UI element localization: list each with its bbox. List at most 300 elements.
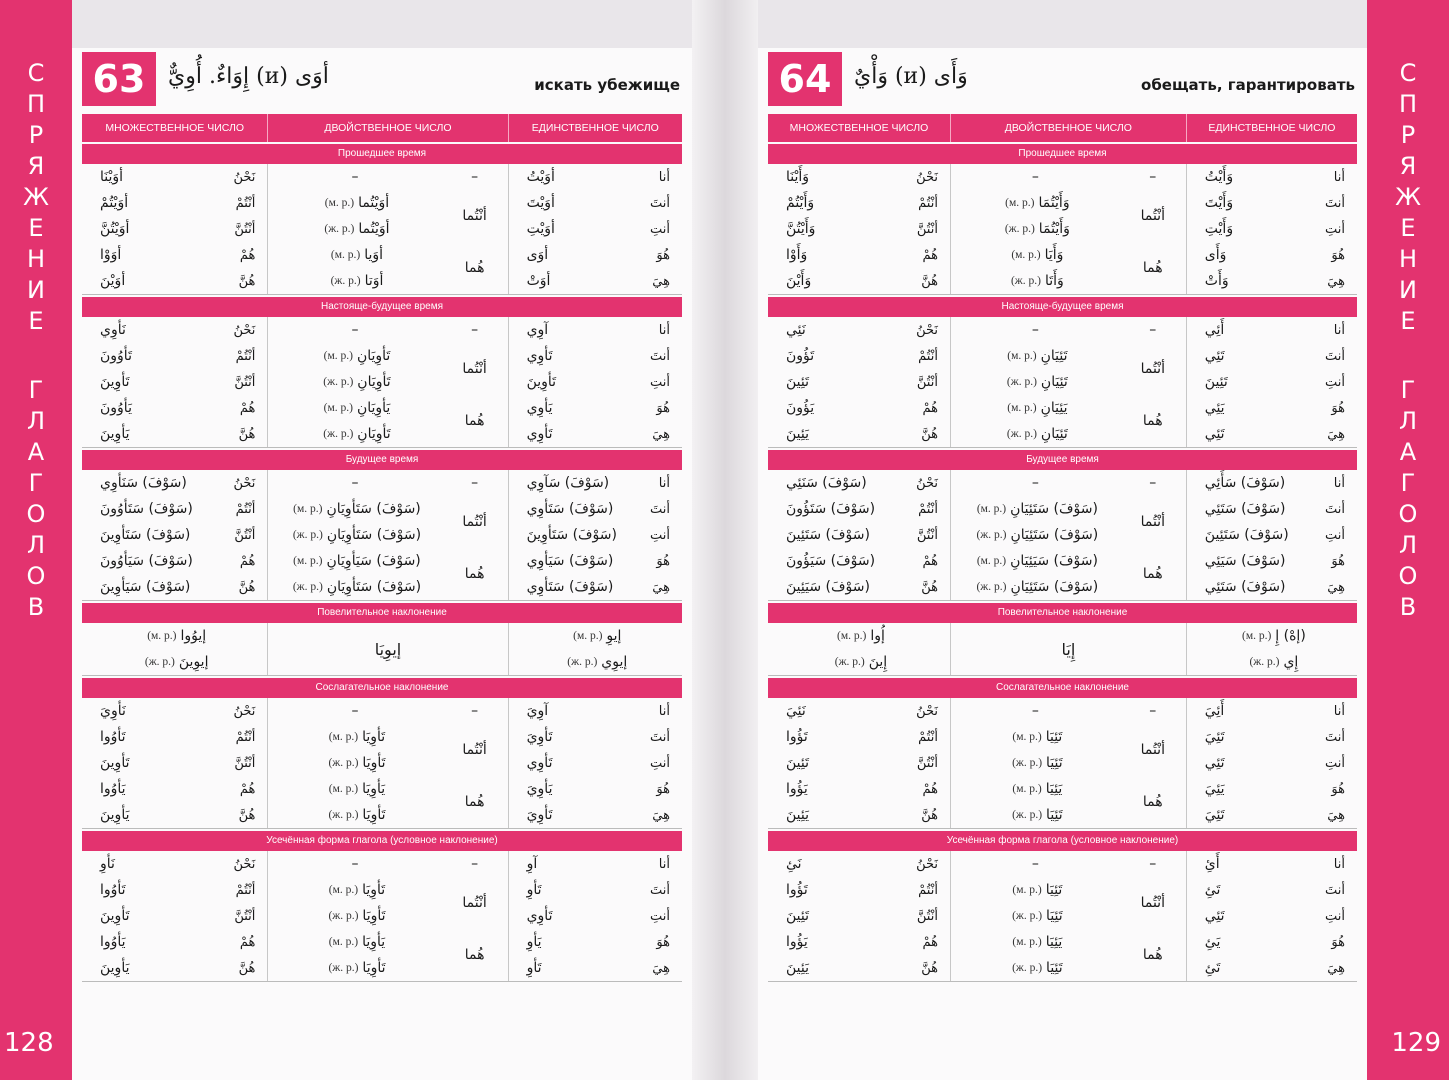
pronoun: أنْتُما [1140,361,1165,377]
form-row [951,164,1120,190]
gender-label: (ж. р.) [567,656,598,668]
gender-label: (ж. р.) [834,656,865,668]
dash: – [351,475,359,491]
verb-form: أوَتا [364,273,384,289]
column-singular: ЕДИНСТВЕННОЕ ЧИСЛО [531,122,659,134]
form-row [268,216,441,242]
form-row [268,242,441,268]
pronoun: هُنَّ [921,273,938,289]
section-title-subjunctive: Сослагательное наклонение [768,678,1357,698]
side-title-right [1367,58,1449,623]
gender-label: (ж. р.) [328,809,359,821]
form-row [768,268,950,294]
verb-form: يَئِيَانِ [1040,400,1068,416]
verb-form: نَئِي [786,322,806,338]
form-row [768,522,950,548]
verb-form: (سَوْفَ) سَتَأوِي [526,579,614,595]
section-title-imperative: Повелительное наклонение [768,603,1357,623]
form-row [1187,574,1357,600]
dual-forms [268,164,441,294]
pronoun: هُوَ [1331,781,1345,797]
form-row [82,317,267,343]
verb-form: تَأوِيَانِ [357,426,391,442]
gender-label: (ж. р.) [1012,962,1043,974]
verb-form: تَئِيَانِ [1040,374,1068,390]
title-letter: Ж [1395,183,1421,211]
form-row [768,851,950,877]
pronoun: أنْتُمْ [918,195,938,211]
verb-form: وَأَيْتُ [1204,169,1234,185]
dual-forms [268,317,441,447]
form-row [268,929,441,955]
gender-label: (ж. р.) [1012,910,1043,922]
form-row [509,574,682,600]
verb-form: وَأَيْتَ [1204,195,1234,211]
form-row [768,929,950,955]
verb-form: (سَوْفَ) سَتَئِيَانِ [1010,579,1099,595]
form-row [768,548,950,574]
form-row [268,190,441,216]
form-row [509,698,682,724]
pronoun: أنْتُمْ [235,195,256,211]
section-body-past [82,164,682,295]
form-row [268,317,441,343]
form-row [1187,369,1357,395]
form-row [268,369,441,395]
pronoun: هِيَ [1327,960,1345,976]
form-row [82,802,267,828]
form-row [509,268,682,294]
pronoun: أنْتُمْ [235,501,256,517]
singular-column [509,851,682,981]
form-row [1187,496,1357,522]
verb-form: تَأوِ [526,960,542,976]
dash: – [471,856,479,872]
column-headers [768,114,1357,142]
verb-number: 64 [768,52,842,106]
pronoun: هُمْ [239,934,256,950]
verb-form: وَأَوْا [786,247,808,263]
section-body-imperative [82,623,682,676]
form-row [509,395,682,421]
gender-label: (м. р.) [573,630,603,642]
form-row [268,802,441,828]
section-body-subjunctive [768,698,1357,829]
title-letter: А [27,438,45,466]
singular-column [1187,698,1357,828]
pronoun: نَحْنُ [916,169,938,185]
gender-label: (м. р.) [293,503,323,515]
pronoun: أنا [1333,322,1345,338]
verb-form: تَئِيَا [1045,729,1063,745]
verb-form: تَأوِيَا [362,882,386,898]
form-row [951,903,1120,929]
verb-form: أوَيْتُما [358,221,390,237]
gender-label: (м. р.) [1005,197,1035,209]
pronoun: أنتَ [650,882,670,898]
pronoun: هُنَّ [921,579,938,595]
verb-form: آوِيَ [526,703,549,719]
dual-column [268,698,508,828]
verb-form: وَأَيَا [1044,247,1064,263]
pronoun: هُوَ [656,553,670,569]
dual-column [951,317,1187,447]
dual-forms [951,317,1120,447]
pronoun: أنتَ [1325,501,1345,517]
verb-form: إيوِينَ [178,654,209,670]
form-row [268,574,441,600]
title-letter: Е [1400,214,1416,242]
pronoun: هِيَ [652,807,670,823]
form-row [1187,851,1357,877]
verb-form: أوَيْتَ [526,195,555,211]
form-row [1187,317,1357,343]
title-letter: Е [1400,307,1416,335]
verb-form: تَئِينَ [1204,374,1228,390]
section-title-present: Настояще-будущее время [82,297,682,317]
pronoun: أنا [658,475,670,491]
pronoun: هِيَ [1327,579,1345,595]
verb-form: وَأَتْ [1204,273,1229,289]
pronoun: أنتَ [1325,348,1345,364]
pronoun: هُنَّ [921,807,938,823]
gender-label: (ж. р.) [976,529,1007,541]
form-row [951,522,1120,548]
plural-column [82,851,268,981]
pronoun: أنْتُنَّ [234,908,256,924]
form-row [1187,903,1357,929]
pronoun: أنْتُمْ [235,729,256,745]
form-row [268,395,441,421]
form-row [509,496,682,522]
dual-column [951,698,1187,828]
dash-cell [442,317,508,343]
column-plural: МНОЖЕСТВЕННОЕ ЧИСЛО [768,114,951,142]
gender-label: (ж. р.) [324,223,355,235]
gender-label: (ж. р.) [328,962,359,974]
pronoun: أنتَ [1325,195,1345,211]
form-row [268,955,441,981]
form-row [1187,929,1357,955]
form-row [951,802,1120,828]
form-row [951,929,1120,955]
verb-form: تَأوِي [526,348,553,364]
pronoun: هُنَّ [238,960,256,976]
dash: – [351,169,359,185]
verb-form: إِي [1283,654,1299,670]
left-side-band [0,0,72,1080]
form-row [82,877,267,903]
gender-label: (ж. р.) [292,581,323,593]
form-row [82,649,267,675]
form-row [768,903,950,929]
pronoun: أنتَ [650,729,670,745]
form-row [768,955,950,981]
dash-cell [1120,317,1186,343]
form-row [768,164,950,190]
form-row [768,802,950,828]
verb-form: تَئِيَا [1045,882,1063,898]
form-row [768,395,950,421]
dual-pronouns [1120,698,1186,828]
form-row [951,317,1120,343]
title-letter: Г [1400,469,1416,497]
dash: – [1031,856,1039,872]
form-row [82,421,267,447]
form-row [951,190,1120,216]
form-row [951,750,1120,776]
verb-form: آوِ [526,856,538,872]
gender-label: (ж. р.) [1006,376,1037,388]
form-row [768,698,950,724]
form-row [1187,776,1357,802]
pronoun: أنتَ [650,501,670,517]
verb-form: (سَوْفَ) سَتَئِينَ [1204,527,1289,543]
pronoun: نَحْنُ [916,475,938,491]
verb-form: (سَوْفَ) سَتَئِي [1204,579,1286,595]
verb-form: أوَى [526,247,549,263]
form-row [82,750,267,776]
form-row [509,750,682,776]
verb-form: تَئِيَ [1204,729,1225,745]
verb-form: (إهْ) إِ [1275,628,1306,644]
form-row [82,268,267,294]
verb-form: تَأوِي [526,755,553,771]
verb-form: (سَوْفَ) سَآوِي [526,475,610,491]
verb-form: أوَيْتُ [526,169,555,185]
pronoun: أنتَ [650,195,670,211]
verb-form: إيوِ [606,628,622,644]
verb-form: يَأوِينَ [100,960,130,976]
verb-form: أَئِ [1204,856,1220,872]
gender-label: (м. р.) [324,197,355,209]
gender-label: (м. р.) [1011,249,1041,261]
pronoun: أنْتُمْ [918,348,938,364]
title-letter: Р [1400,121,1416,149]
section-body-present [82,317,682,448]
form-row [1187,698,1357,724]
form-row [1187,395,1357,421]
form-row [509,802,682,828]
page-left [72,48,692,1080]
verb-form: (سَوْفَ) سَتَأوِيَانِ [326,501,421,517]
singular-column [1187,164,1357,294]
verb-form: تَأوِيَا [362,755,386,771]
form-row [268,164,441,190]
form-row [82,623,267,649]
dual-form-cell [951,623,1186,675]
verb-form: تَأوِي [526,426,553,442]
pronoun: هُما [464,413,485,429]
gender-label: (м. р.) [1012,884,1042,896]
form-row [1187,649,1357,675]
plural-column [768,698,951,828]
pronoun: هُوَ [656,247,670,263]
form-row [509,164,682,190]
pronoun: نَحْنُ [233,322,256,338]
verb-form: وَأَيْتُمَا [1038,221,1070,237]
form-row [768,421,950,447]
pronoun: أنْتُنَّ [916,908,938,924]
singular-column [1187,851,1357,981]
plural-column [82,470,268,600]
pronoun: أنْتُما [462,361,487,377]
plural-column [82,317,268,447]
title-letter: Н [26,245,46,273]
form-row [768,776,950,802]
pronoun: أنا [658,856,670,872]
pronoun: أنتِ [650,527,670,543]
title-letter: О [26,500,46,528]
gender-label: (м. р.) [328,731,359,743]
dual-pronouns [442,317,508,447]
form-row [268,496,441,522]
pronoun: هُما [1142,413,1163,429]
verb-form: تَئِ [1204,882,1221,898]
title-letter: И [27,276,45,304]
pronoun: هُوَ [1331,934,1345,950]
verb-form: تَئِيَا [1046,960,1063,976]
section-body-jussive [82,851,682,982]
dual-column [951,470,1187,600]
pronoun: هُوَ [656,934,670,950]
dual-forms [951,698,1120,828]
section-body-present [768,317,1357,448]
form-row [509,343,682,369]
pronoun: هُوَ [656,400,670,416]
form-row [951,216,1120,242]
verb-form: تَئِيَا [1046,908,1063,924]
pronoun: أنْتُما [462,208,487,224]
form-row [951,343,1120,369]
form-row [1187,470,1357,496]
verb-form: وَأَيْتِ [1204,221,1234,237]
verb-form: أوَيْتُنَّ [100,221,130,237]
verb-form: وَأَى [1204,247,1227,263]
pronoun: أنتِ [650,755,670,771]
conjugation-table [768,114,1357,982]
verb-form: تَئِينَ [786,374,810,390]
dual-pronouns [442,851,508,981]
gender-label: (ж. р.) [1012,809,1043,821]
pronoun: هُما [1142,566,1163,582]
form-row [951,496,1120,522]
verb-form: أوَيْتِ [526,221,555,237]
form-row [268,698,441,724]
pronoun: نَحْنُ [916,856,938,872]
gender-label: (ж. р.) [323,428,354,440]
verb-form: وَأَيْنَ [786,273,812,289]
verb-form: (سَوْفَ) سَتَأوِيَانِ [326,527,422,543]
section-title-subjunctive: Сослагательное наклонение [82,678,682,698]
form-row [1187,522,1357,548]
form-row [509,190,682,216]
form-row [82,190,267,216]
form-row [951,776,1120,802]
dual-column [951,851,1187,981]
pronoun: أنتَ [1325,729,1345,745]
dash: – [1031,703,1039,719]
pronoun: أنتِ [650,221,670,237]
verb-form: أوَيْتُما [358,195,390,211]
title-letter: Г [28,376,44,404]
title-letter: О [1398,500,1418,528]
plural-column [768,623,951,675]
pronoun: هِيَ [652,960,670,976]
plural-column [82,164,268,294]
form-row [509,522,682,548]
column-singular: ЕДИНСТВЕННОЕ ЧИСЛО [1208,122,1336,134]
dual-column [268,623,508,675]
pronoun: أنْتُمْ [918,729,938,745]
form-row [768,574,950,600]
dash: – [471,703,479,719]
verb-form: تَئِينَ [786,755,810,771]
pronoun: نَحْنُ [233,856,256,872]
pronoun: هُنَّ [921,426,938,442]
verb-form: نَأوِي [100,322,126,338]
verb-form: تَأوِيَا [362,807,386,823]
gender-label: (ж. р.) [292,529,323,541]
title-letter: В [1399,593,1417,621]
verb-form: أوَوْا [100,247,122,263]
pronoun: أنْتُمْ [918,501,938,517]
pronoun: هُمْ [922,400,938,416]
form-row [951,698,1120,724]
verb-form: (سَوْفَ) سَتَئِيَانِ [1010,527,1099,543]
pronoun: أنتِ [1325,374,1345,390]
singular-column [1187,470,1357,600]
form-row [82,242,267,268]
form-row [268,470,441,496]
dual-forms [951,164,1120,294]
form-row [82,548,267,574]
pronoun: أنْتُمْ [235,882,256,898]
form-row [82,851,267,877]
verb-form: (سَوْفَ) سَنَأوِي [100,475,187,491]
verb-form: يَئِيَا [1045,934,1063,950]
plural-column [768,317,951,447]
dash: – [1149,475,1157,491]
dash: – [1031,322,1039,338]
pronoun: أنتِ [650,908,670,924]
gender-label: (м. р.) [293,555,323,567]
page-number-left: 128 [4,1028,54,1058]
verb-form: (سَوْفَ) سَتَأوِي [526,501,614,517]
dash: – [351,856,359,872]
form-row [951,369,1120,395]
gender-label: (ж. р.) [1006,428,1037,440]
verb-form: تَأوِيَانِ [357,374,391,390]
verb-form: تَئِيَا [1046,755,1063,771]
pronoun: هِيَ [1327,273,1345,289]
form-row [82,522,267,548]
verb-form: أَئِيَ [1204,703,1225,719]
plural-column [768,164,951,294]
pronoun: أنْتُنَّ [916,374,938,390]
verb-form: يَأوِيَا [362,934,386,950]
verb-form: تَئِي [1204,348,1225,364]
verb-translation: обещать, гарантировать [1141,76,1355,94]
gender-label: (м. р.) [1012,783,1042,795]
verb-form: (سَوْفَ) سَيَؤُونَ [786,553,876,569]
verb-form: (سَوْفَ) سَأَئِي [1204,475,1286,491]
verb-form: وَأَيْنَا [786,169,810,185]
title-letter: Л [1398,531,1418,559]
verb-form: يَأوِيَ [526,781,553,797]
verb-form: (سَوْفَ) سَنَئِي [786,475,867,491]
dash-cell [442,851,508,877]
